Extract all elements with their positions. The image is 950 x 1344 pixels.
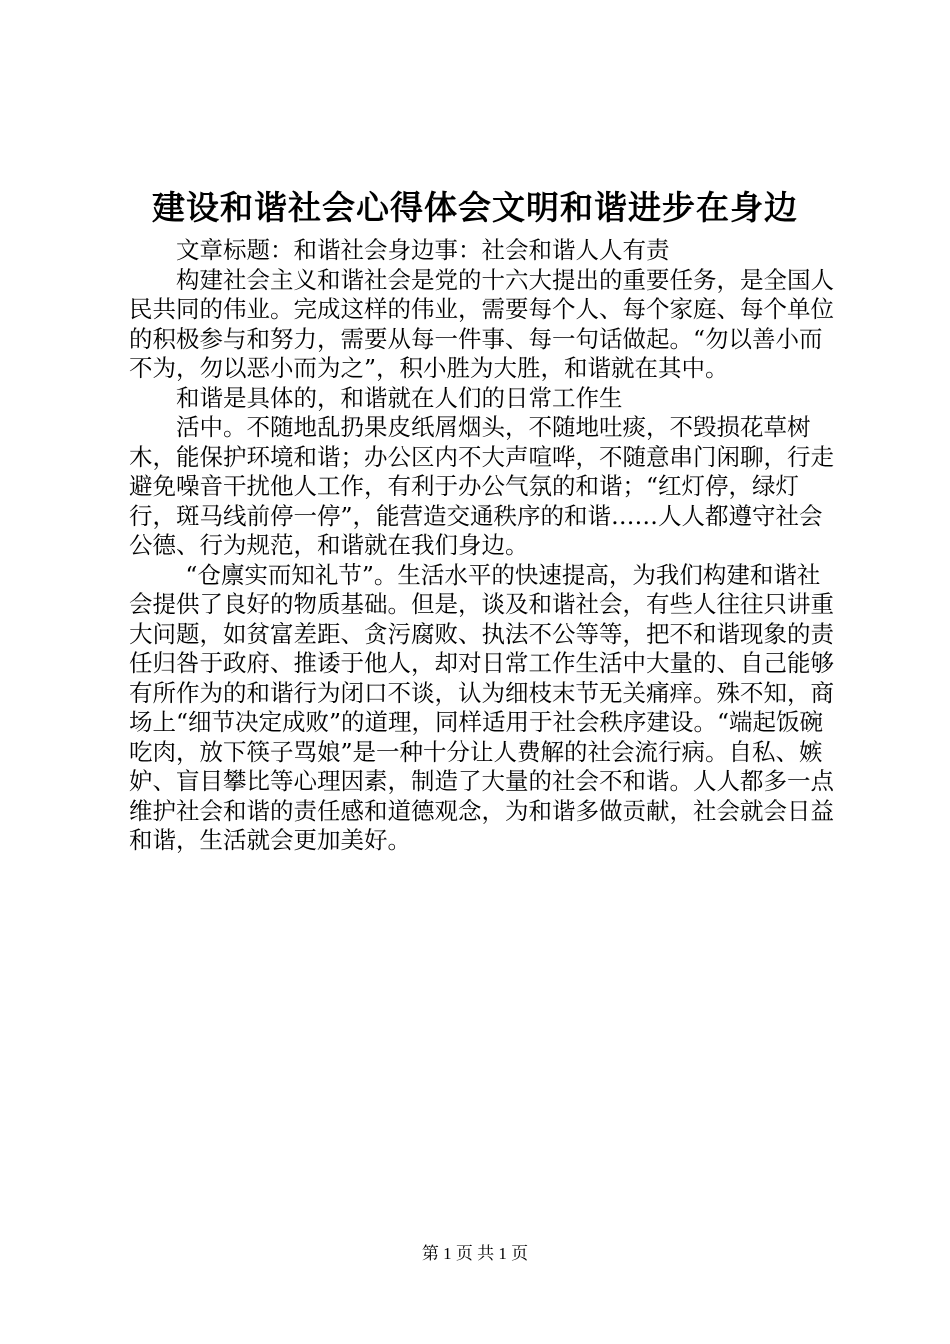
body-paragraph: 活中。不随地乱扔果皮纸屑烟头，不随地吐痰，不毁损花草树木，能保护环境和谐；办公区内不大声喧哗，不随意串门闲聊，行走避免噪音干扰他人工作，有利于办公气氛的和谐；“红灯停，绿灯行，斑马线前停一停”，能营造交通秩序的和谐……人人都遵守社会公德、行为规范，和谐就在我们身边。	[129, 413, 834, 559]
document-body	[129, 236, 835, 856]
page-footer: 第 1 页 共 1 页	[421, 1244, 529, 1263]
body-paragraph: “仓廪实而知礼节”。生活水平的快速提高，为我们构建和谐社会提供了良好的物质基础。但是，谈及和谐社会，有些人往往只讲重大问题，如贫富差距、贪污腐败、执法不公等等，把不和谐现象的责任归咎于政府、推诿于他人，却对日常工作生活中大量的、自己能够有所作为的和谐行为闭口不谈，认为细枝末节无关痛痒。殊不知，商场上“细节决定成败”的道理，同样适用于社会秩序建设。“端起饭碗吃肉，放下筷子骂娘”是一种十分让人费解的社会流行病。自私、嫉妒、盲目攀比等心理因素，制造了大量的社会不和谐。人人都多一点维护社会和谐的责任感和道德观念，为和谐多做贡献，社会就会日益和谐，生活就会更加美好。	[129, 560, 834, 854]
body-paragraph: 和谐是具体的，和谐就在人们的日常工作生	[176, 383, 623, 412]
body-paragraph: 构建社会主义和谐社会是党的十六大提出的重要任务，是全国人民共同的伟业。完成这样的伟业，需要每个人、每个家庭、每个单位的积极参与和努力，需要从每一件事、每一句话做起。“勿以善小而不为，勿以恶小而为之”，积小胜为大胜，和谐就在其中。	[129, 265, 834, 382]
article-subtitle-paragraph: 文章标题：和谐社会身边事：社会和谐人人有责	[176, 236, 670, 264]
document-title: 建设和谐社会心得体会文明和谐进步在身边	[152, 188, 798, 227]
